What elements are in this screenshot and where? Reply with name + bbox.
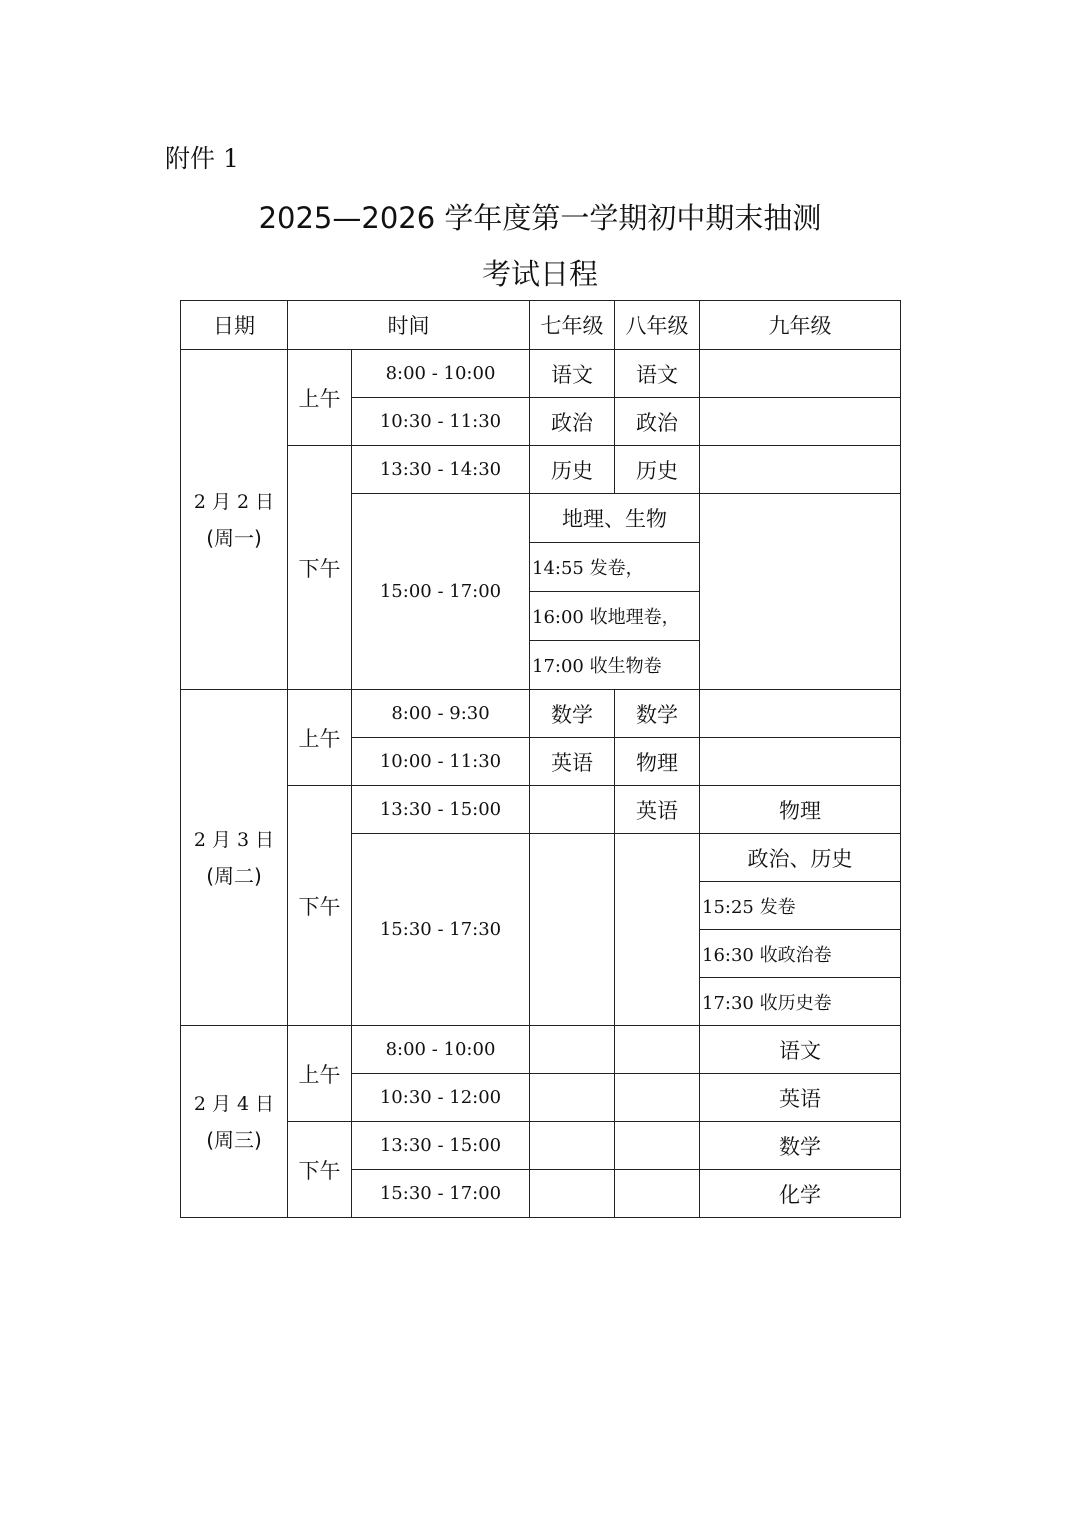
period-morning: 上午 — [288, 350, 352, 446]
grade78-note-cell: 14:55 发卷， — [530, 543, 700, 592]
grade7-cell — [530, 786, 615, 834]
header-grade8: 八年级 — [615, 301, 700, 350]
table-header-row — [181, 301, 901, 350]
grade9-cell: 物理 — [700, 786, 901, 834]
time-cell: 10:00 - 11:30 — [352, 738, 530, 786]
time-cell: 15:00 - 17:00 — [352, 494, 530, 690]
grade78-subject-cell: 地理、生物 — [530, 494, 700, 543]
grade9-cell: 英语 — [700, 1074, 901, 1122]
grade78-note-cell: 17:00 收生物卷 — [530, 641, 700, 690]
exam-schedule-table — [180, 300, 901, 1218]
grade9-note-cell: 17:30 收历史卷 — [700, 978, 901, 1026]
grade9-cell: 语文 — [700, 1026, 901, 1074]
grade8-cell — [615, 1074, 700, 1122]
period-morning: 上午 — [288, 1026, 352, 1122]
table-row — [181, 1026, 901, 1074]
grade7-cell — [530, 1122, 615, 1170]
date-cell — [181, 350, 288, 690]
grade7-cell: 历史 — [530, 446, 615, 494]
grade7-cell — [530, 1026, 615, 1074]
grade9-cell: 数学 — [700, 1122, 901, 1170]
date-label: 2 月 4 日 — [193, 1092, 275, 1115]
grade8-cell: 物理 — [615, 738, 700, 786]
grade8-cell: 政治 — [615, 398, 700, 446]
period-morning: 上午 — [288, 690, 352, 786]
grade9-cell — [700, 494, 901, 690]
grade78-note-cell: 16:00 收地理卷， — [530, 592, 700, 641]
table-row — [181, 350, 901, 398]
grade8-cell: 数学 — [615, 690, 700, 738]
table-row — [181, 446, 901, 494]
time-cell: 8:00 - 10:00 — [352, 1026, 530, 1074]
grade7-cell — [530, 1074, 615, 1122]
grade9-cell — [700, 738, 901, 786]
grade9-cell — [700, 446, 901, 494]
table-row — [181, 690, 901, 738]
weekday-label: (周三) — [206, 1127, 262, 1152]
date-label: 2 月 3 日 — [193, 828, 275, 851]
time-cell: 8:00 - 10:00 — [352, 350, 530, 398]
time-cell: 10:30 - 12:00 — [352, 1074, 530, 1122]
grade9-cell — [700, 690, 901, 738]
time-cell: 13:30 - 14:30 — [352, 446, 530, 494]
table-row — [181, 786, 901, 834]
header-time: 时间 — [288, 301, 530, 350]
grade8-cell: 语文 — [615, 350, 700, 398]
weekday-label: (周二) — [206, 863, 262, 888]
grade9-cell: 化学 — [700, 1170, 901, 1218]
grade9-cell — [700, 398, 901, 446]
grade8-cell: 英语 — [615, 786, 700, 834]
period-afternoon: 下午 — [288, 1122, 352, 1218]
date-cell — [181, 1026, 288, 1218]
period-afternoon: 下午 — [288, 786, 352, 1026]
grade7-cell: 数学 — [530, 690, 615, 738]
grade9-cell — [700, 350, 901, 398]
grade7-cell — [530, 834, 615, 1026]
time-cell: 8:00 - 9:30 — [352, 690, 530, 738]
date-cell — [181, 690, 288, 1026]
date-label: 2 月 2 日 — [193, 490, 275, 513]
grade9-note-cell: 16:30 收政治卷 — [700, 930, 901, 978]
time-cell: 13:30 - 15:00 — [352, 1122, 530, 1170]
grade9-note-cell: 15:25 发卷 — [700, 882, 901, 930]
grade8-cell: 历史 — [615, 446, 700, 494]
header-grade7: 七年级 — [530, 301, 615, 350]
header-grade9: 九年级 — [700, 301, 901, 350]
grade8-cell — [615, 1170, 700, 1218]
document-title-line2: 考试日程 — [481, 257, 598, 291]
grade7-cell: 政治 — [530, 398, 615, 446]
time-cell: 15:30 - 17:00 — [352, 1170, 530, 1218]
weekday-label: (周一) — [206, 525, 262, 550]
grade8-cell — [615, 1122, 700, 1170]
grade9-subject-cell: 政治、历史 — [700, 834, 901, 882]
grade8-cell — [615, 1026, 700, 1074]
table-row — [181, 1122, 901, 1170]
header-date: 日期 — [181, 301, 288, 350]
attachment-label: 附件 1 — [165, 144, 239, 173]
grade8-cell — [615, 834, 700, 1026]
document-title-line1: 2025—2026 学年度第一学期初中期末抽测 — [258, 201, 822, 235]
time-cell: 10:30 - 11:30 — [352, 398, 530, 446]
grade7-cell: 英语 — [530, 738, 615, 786]
grade7-cell — [530, 1170, 615, 1218]
time-cell: 13:30 - 15:00 — [352, 786, 530, 834]
period-afternoon: 下午 — [288, 446, 352, 690]
time-cell: 15:30 - 17:30 — [352, 834, 530, 1026]
grade7-cell: 语文 — [530, 350, 615, 398]
